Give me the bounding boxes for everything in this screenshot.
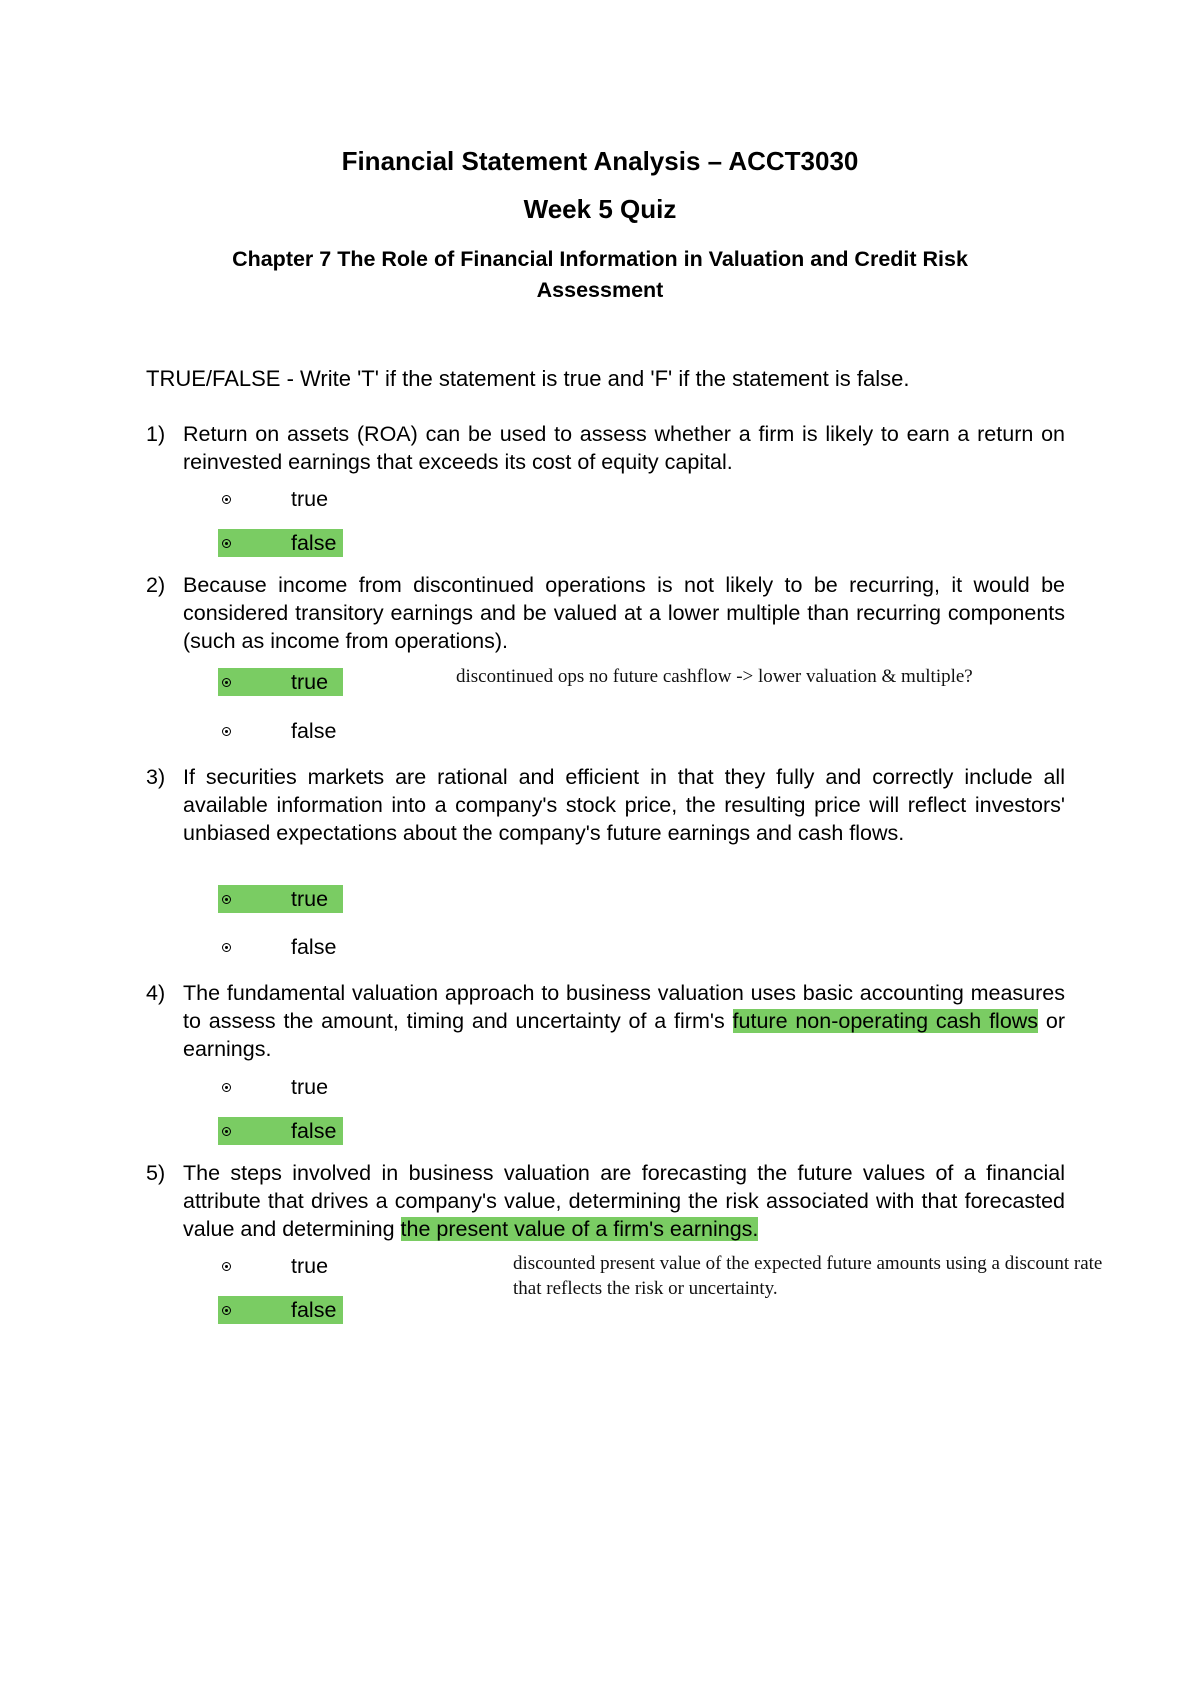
option-true-selected[interactable] <box>218 885 343 913</box>
option-label: false <box>291 1119 337 1143</box>
question-text-part: or earnings. <box>183 1009 1065 1061</box>
option-label: true <box>291 887 329 911</box>
chapter-heading: Chapter 7 The Role of Financial Information in Valuation and Credit Risk Assessment <box>232 247 968 302</box>
question-1 <box>146 420 1066 476</box>
question-number: 2) <box>146 573 166 597</box>
question-text: Return on assets (ROA) can be used to assess whether a firm is likely to earn a return on reinvested earnings that exceeds its cost of equity capital. <box>183 422 1065 474</box>
option-label: true <box>291 1254 329 1278</box>
option-false-selected[interactable] <box>218 1296 343 1324</box>
option-label: true <box>291 670 329 694</box>
question-number: 4) <box>146 981 166 1005</box>
question-2 <box>146 571 1066 655</box>
radio-bullet-icon <box>222 895 231 904</box>
question-text-part: The steps involved in business valuation are forecasting the future values of a financial attribute that drives a company's value, determining the risk associated with that forecasted value and determining <box>183 1161 1065 1241</box>
document-title: Financial Statement Analysis – ACCT3030 <box>341 146 859 176</box>
handwritten-note: discounted present value of the expected future amounts using a discount rate that reflects the risk or uncertainty. <box>513 1253 1103 1299</box>
option-label: true <box>291 487 329 511</box>
question-number: 5) <box>146 1161 166 1185</box>
option-label: false <box>291 1298 337 1322</box>
radio-bullet-icon <box>222 943 231 952</box>
radio-bullet-icon <box>222 727 231 736</box>
option-label: true <box>291 1075 329 1099</box>
question-text: If securities markets are rational and efficient in that they fully and correctly include all available information into a company's stock price, the resulting price will reflect investors' unbiased expectations about the company's future earnings and cash flows. <box>183 765 1065 845</box>
radio-bullet-icon <box>222 1127 231 1136</box>
radio-bullet-icon <box>222 1083 231 1092</box>
question-number: 3) <box>146 765 166 789</box>
handwritten-note: discontinued ops no future cashflow -> lower valuation & multiple? <box>456 666 973 687</box>
question-text <box>183 979 1065 1063</box>
question-text-part: The fundamental valuation approach to business valuation uses basic accounting measures to assess the amount, timing and uncertainty of a firm's <box>183 981 1065 1033</box>
question-3 <box>146 763 1066 875</box>
radio-bullet-icon <box>222 539 231 548</box>
highlighted-phrase: future non-operating cash flows <box>732 1009 1039 1033</box>
highlighted-phrase: the present value of a firm's earnings. <box>400 1217 759 1241</box>
question-4 <box>146 979 1066 1063</box>
option-label: false <box>291 719 337 743</box>
option-label: false <box>291 935 337 959</box>
radio-bullet-icon <box>222 495 231 504</box>
option-label: false <box>291 531 337 555</box>
question-number: 1) <box>146 422 166 446</box>
document-subtitle: Week 5 Quiz <box>523 194 677 224</box>
question-5 <box>146 1159 1066 1243</box>
question-text: Because income from discontinued operations is not likely to be recurring, it would be considered transitory earnings and be valued at a lower multiple than recurring components (such as income from operations). <box>183 573 1065 653</box>
radio-bullet-icon <box>222 1306 231 1315</box>
question-text <box>183 1159 1065 1243</box>
option-false-selected[interactable] <box>218 529 343 557</box>
option-true-selected[interactable] <box>218 668 343 696</box>
radio-bullet-icon <box>222 1262 231 1271</box>
radio-bullet-icon <box>222 678 231 687</box>
instructions-text: TRUE/FALSE - Write 'T' if the statement is true and 'F' if the statement is false. <box>146 366 910 391</box>
option-false-selected[interactable] <box>218 1117 343 1145</box>
